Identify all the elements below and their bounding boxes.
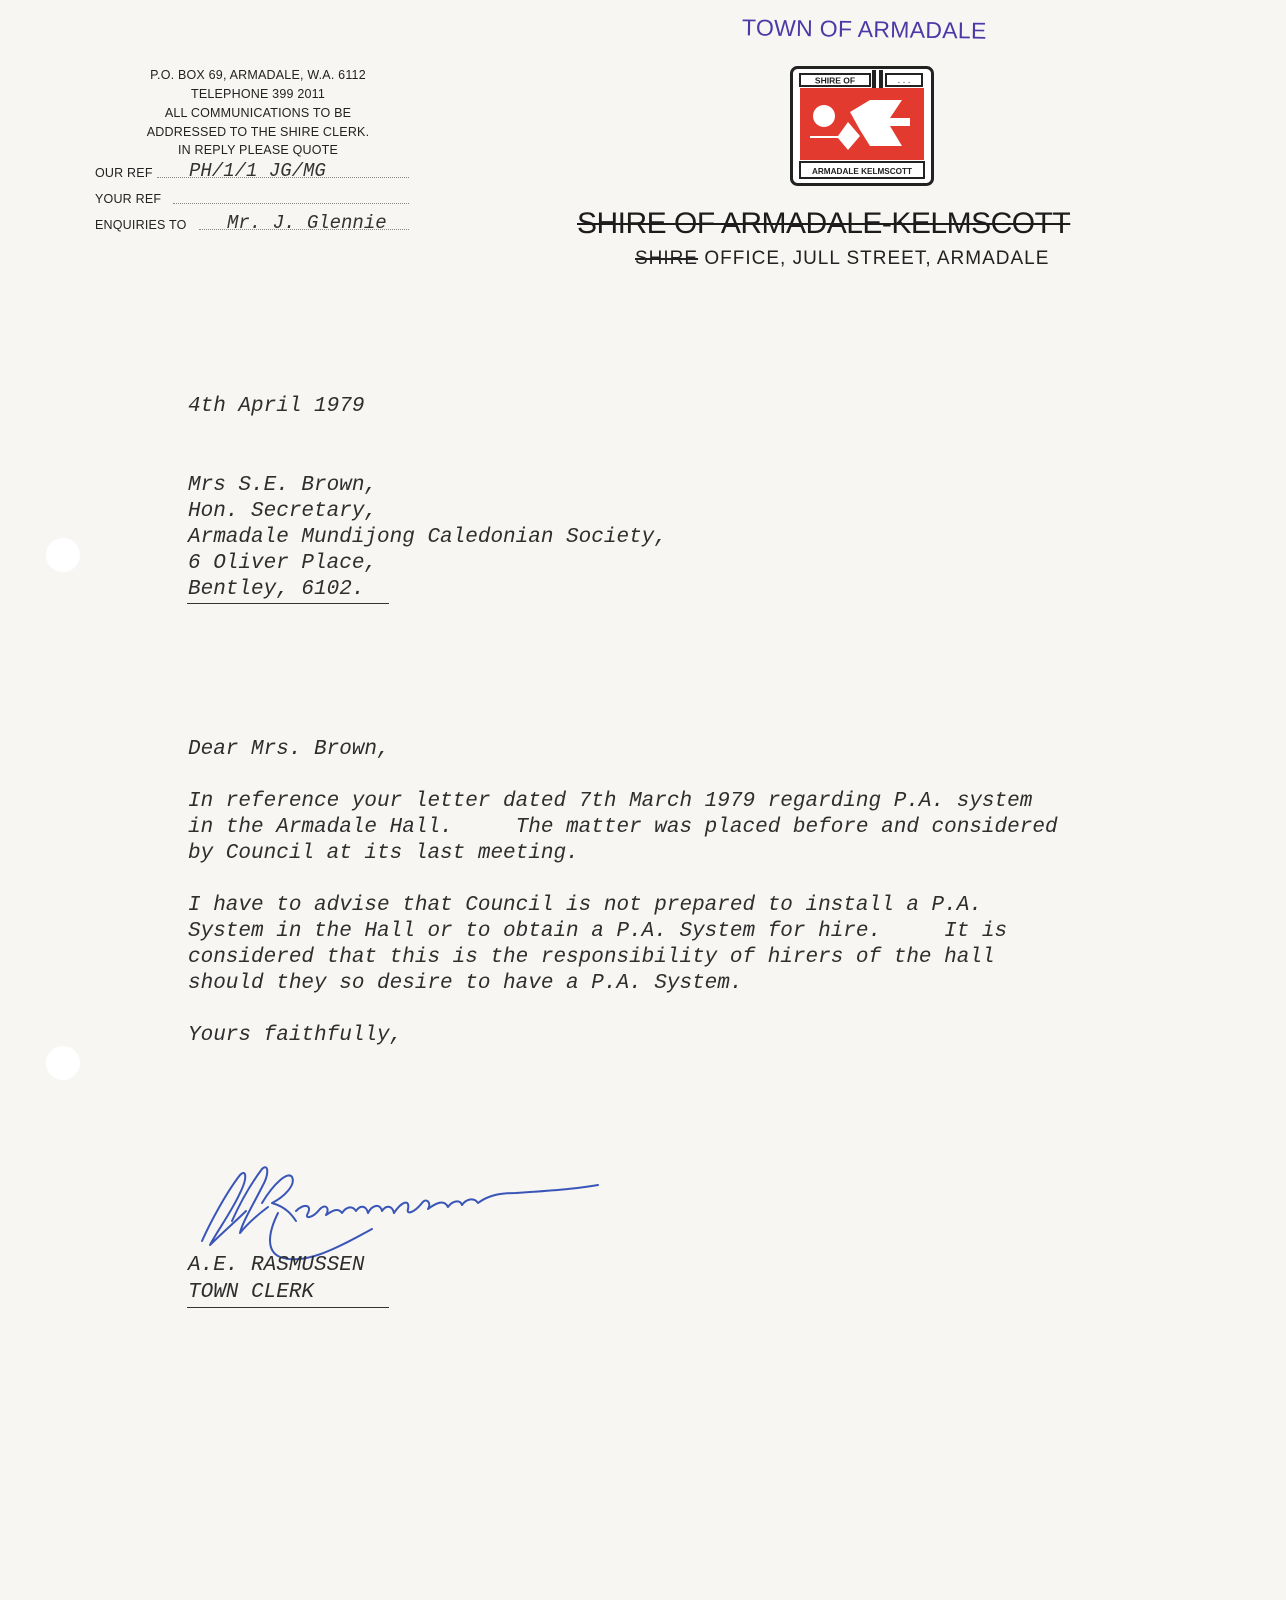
- office-struck-word: SHIRE: [635, 248, 699, 269]
- paragraph-line: should they so desire to have a P.A. System.: [188, 972, 743, 995]
- address-line: Mrs S.E. Brown,: [188, 474, 378, 497]
- punch-hole: [46, 1046, 80, 1080]
- enquiries-value: Mr. J. Glennie: [227, 212, 387, 234]
- letterhead-contact-block: [95, 66, 425, 234]
- paragraph-line: in the Armadale Hall. The matter was placed before and considered: [188, 816, 1058, 839]
- your-ref-label: YOUR REF: [95, 192, 162, 206]
- letterhead-line: ADDRESSED TO THE SHIRE CLERK.: [146, 125, 370, 139]
- logo-top-text: SHIRE OF: [814, 75, 856, 86]
- address-line: Bentley, 6102.: [188, 578, 365, 601]
- paragraph-line: considered that this is the responsibility of hirers of the hall: [188, 946, 995, 969]
- town-stamp: TOWN OF ARMADALE: [741, 14, 987, 44]
- letterhead-line: P.O. BOX 69, ARMADALE, W.A. 6112: [150, 68, 366, 82]
- letterhead-line: IN REPLY PLEASE QUOTE: [177, 143, 339, 157]
- svg-text:. . .: . . .: [897, 75, 911, 85]
- paragraph-line: I have to advise that Council is not prepared to install a P.A.: [188, 894, 982, 917]
- signatory-name: A.E. RASMUSSEN: [188, 1254, 365, 1277]
- letterhead-line: ALL COMMUNICATIONS TO BE: [164, 106, 352, 120]
- signatory-title: TOWN CLERK: [188, 1281, 315, 1304]
- enquiries-label: ENQUIRIES TO: [95, 218, 187, 232]
- paragraph-line: System in the Hall or to obtain a P.A. System for hire. It is: [188, 920, 1008, 943]
- address-line: Hon. Secretary,: [188, 500, 378, 523]
- closing: Yours faithfully,: [188, 1024, 403, 1047]
- address-underline: [187, 603, 389, 604]
- punch-hole: [46, 538, 80, 572]
- our-ref-row: [95, 160, 425, 182]
- office-address: [635, 248, 1049, 270]
- letter-date: 4th April 1979: [188, 395, 365, 418]
- address-line: 6 Oliver Place,: [188, 552, 378, 575]
- logo-bottom-text: ARMADALE KELMSCOTT: [811, 167, 913, 176]
- office-address-text: OFFICE, JULL STREET, ARMADALE: [698, 248, 1050, 269]
- enquiries-row: [95, 212, 425, 234]
- shire-title: SHIRE OF ARMADALE-KELMSCOTT: [577, 207, 1071, 240]
- salutation: Dear Mrs. Brown,: [188, 738, 390, 761]
- our-ref-label: OUR REF: [95, 166, 153, 180]
- paragraph-line: In reference your letter dated 7th March 1979 regarding P.A. system: [188, 790, 1033, 813]
- shire-logo: [790, 66, 934, 186]
- paragraph-line: by Council at its last meeting.: [188, 842, 579, 865]
- your-ref-row: [95, 192, 425, 206]
- address-line: Armadale Mundijong Caledonian Society,: [188, 526, 667, 549]
- signatory-underline: [187, 1307, 389, 1308]
- letterhead-line: TELEPHONE 399 2011: [191, 87, 325, 101]
- our-ref-value: PH/1/1 JG/MG: [189, 160, 326, 182]
